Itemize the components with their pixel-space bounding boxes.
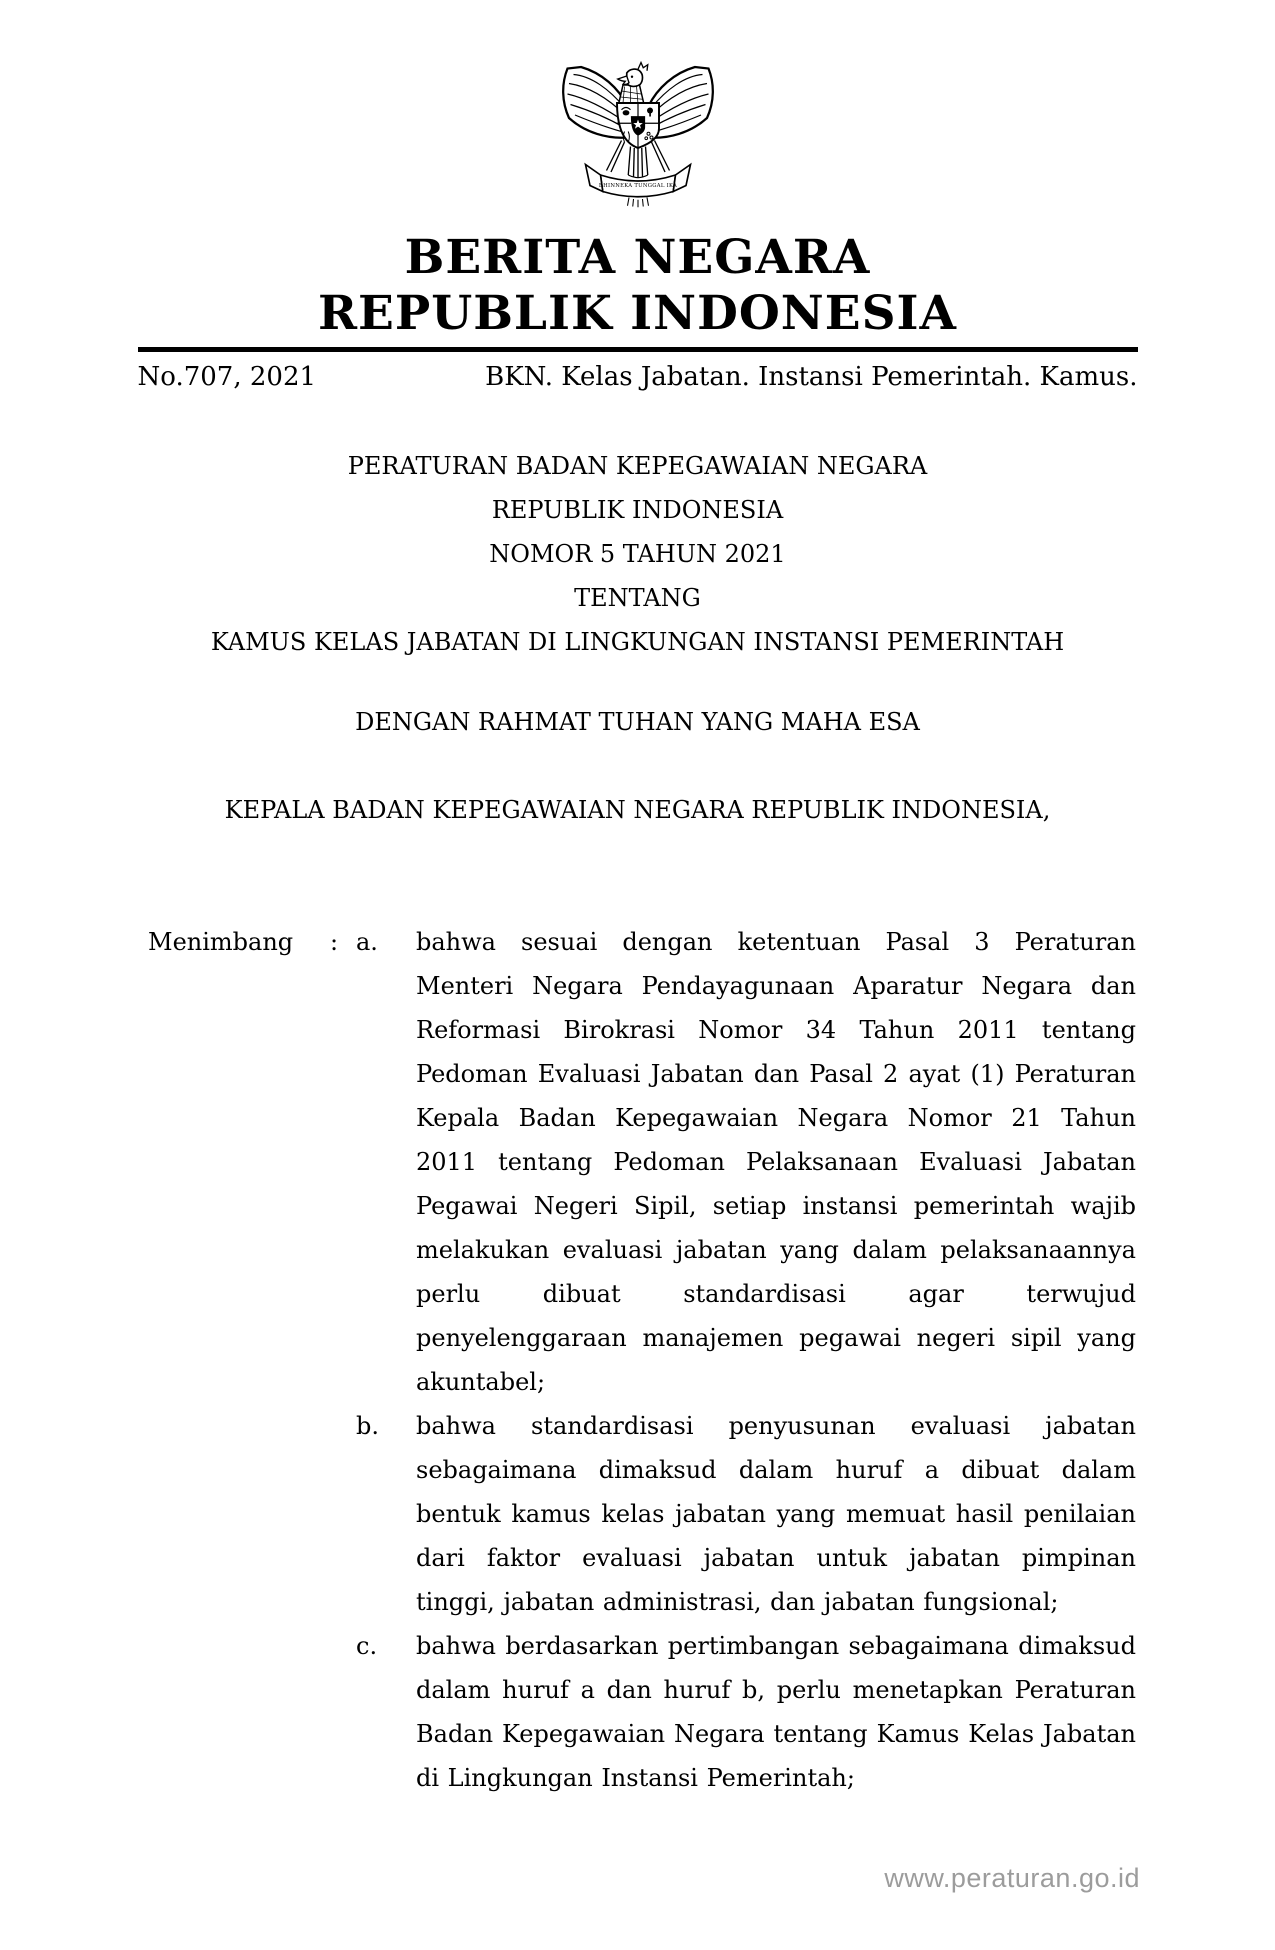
heading-about: TENTANG <box>574 584 701 612</box>
considering-item-c-marker: c. <box>356 1632 378 1660</box>
masthead-divider-rule <box>138 347 1138 352</box>
subject-line: BKN. Kelas Jabatan. Instansi Pemerintah. Kamus. <box>485 362 1138 392</box>
heading-issuer: PERATURAN BADAN KEPEGAWAIAN NEGARA <box>347 452 928 480</box>
considering-section <box>148 920 1136 1800</box>
official-line: KEPALA BADAN KEPEGAWAIAN NEGARA REPUBLIK INDONESIA, <box>224 796 1051 824</box>
considering-item-b-text: bahwa standardisasi penyusunan evaluasi jabatan sebagaimana dimaksud dalam huruf a dibuat dalam bentuk kamus kelas jabatan yang memuat hasil penilaian dari faktor evaluasi jabatan untuk jabatan pimpinan tinggi, jabatan administrasi, dan jabatan fungsional; <box>416 1412 1136 1616</box>
issue-row <box>138 360 1138 394</box>
considering-item-b-marker: b. <box>356 1412 379 1440</box>
regulation-heading-block <box>0 444 1275 664</box>
emblem-motto-text: BHINNEKA TUNGGAL IKA <box>598 183 677 189</box>
invocation-line: DENGAN RAHMAT TUHAN YANG MAHA ESA <box>355 708 920 736</box>
garuda-pancasila-emblem <box>554 58 722 208</box>
heading-number: NOMOR 5 TAHUN 2021 <box>489 540 786 568</box>
considering-label: Menimbang <box>148 928 294 956</box>
masthead-title-line2: REPUBLIK INDONESIA <box>317 286 957 341</box>
footer-url: www.peraturan.go.id <box>884 1863 1140 1893</box>
considering-item-c-text: bahwa berdasarkan pertimbangan sebagaimana dimaksud dalam huruf a dan huruf b, perlu menetapkan Peraturan Badan Kepegawaian Negara tentang Kamus Kelas Jabatan di Lingkungan Instansi Pemerintah; <box>416 1632 1136 1792</box>
masthead-title-line1: BERITA NEGARA <box>404 230 871 285</box>
considering-colon: : <box>330 928 339 956</box>
issue-number: No.707, 2021 <box>137 362 317 392</box>
heading-republic: REPUBLIK INDONESIA <box>491 496 784 524</box>
considering-item-a-marker: a. <box>356 928 378 956</box>
considering-item-a-text: bahwa sesuai dengan ketentuan Pasal 3 Peraturan Menteri Negara Pendayagunaan Aparatur Negara dan Reformasi Birokrasi Nomor 34 Tahun 2011 tentang Pedoman Evaluasi Jabatan dan Pasal 2 ayat (1) Peraturan Kepala Badan Kepegawaian Negara Nomor 21 Tahun 2011 tentang Pedoman Pelaksanaan Evaluasi Jabatan Pegawai Negeri Sipil, setiap instansi pemerintah wajib melakukan evaluasi jabatan yang dalam pelaksanaannya perlu dibuat standardisasi agar terwujud penyelenggaraan manajemen pegawai negeri sipil yang akuntabel; <box>416 928 1136 1396</box>
heading-subject: KAMUS KELAS JABATAN DI LINGKUNGAN INSTANSI PEMERINTAH <box>210 628 1065 656</box>
